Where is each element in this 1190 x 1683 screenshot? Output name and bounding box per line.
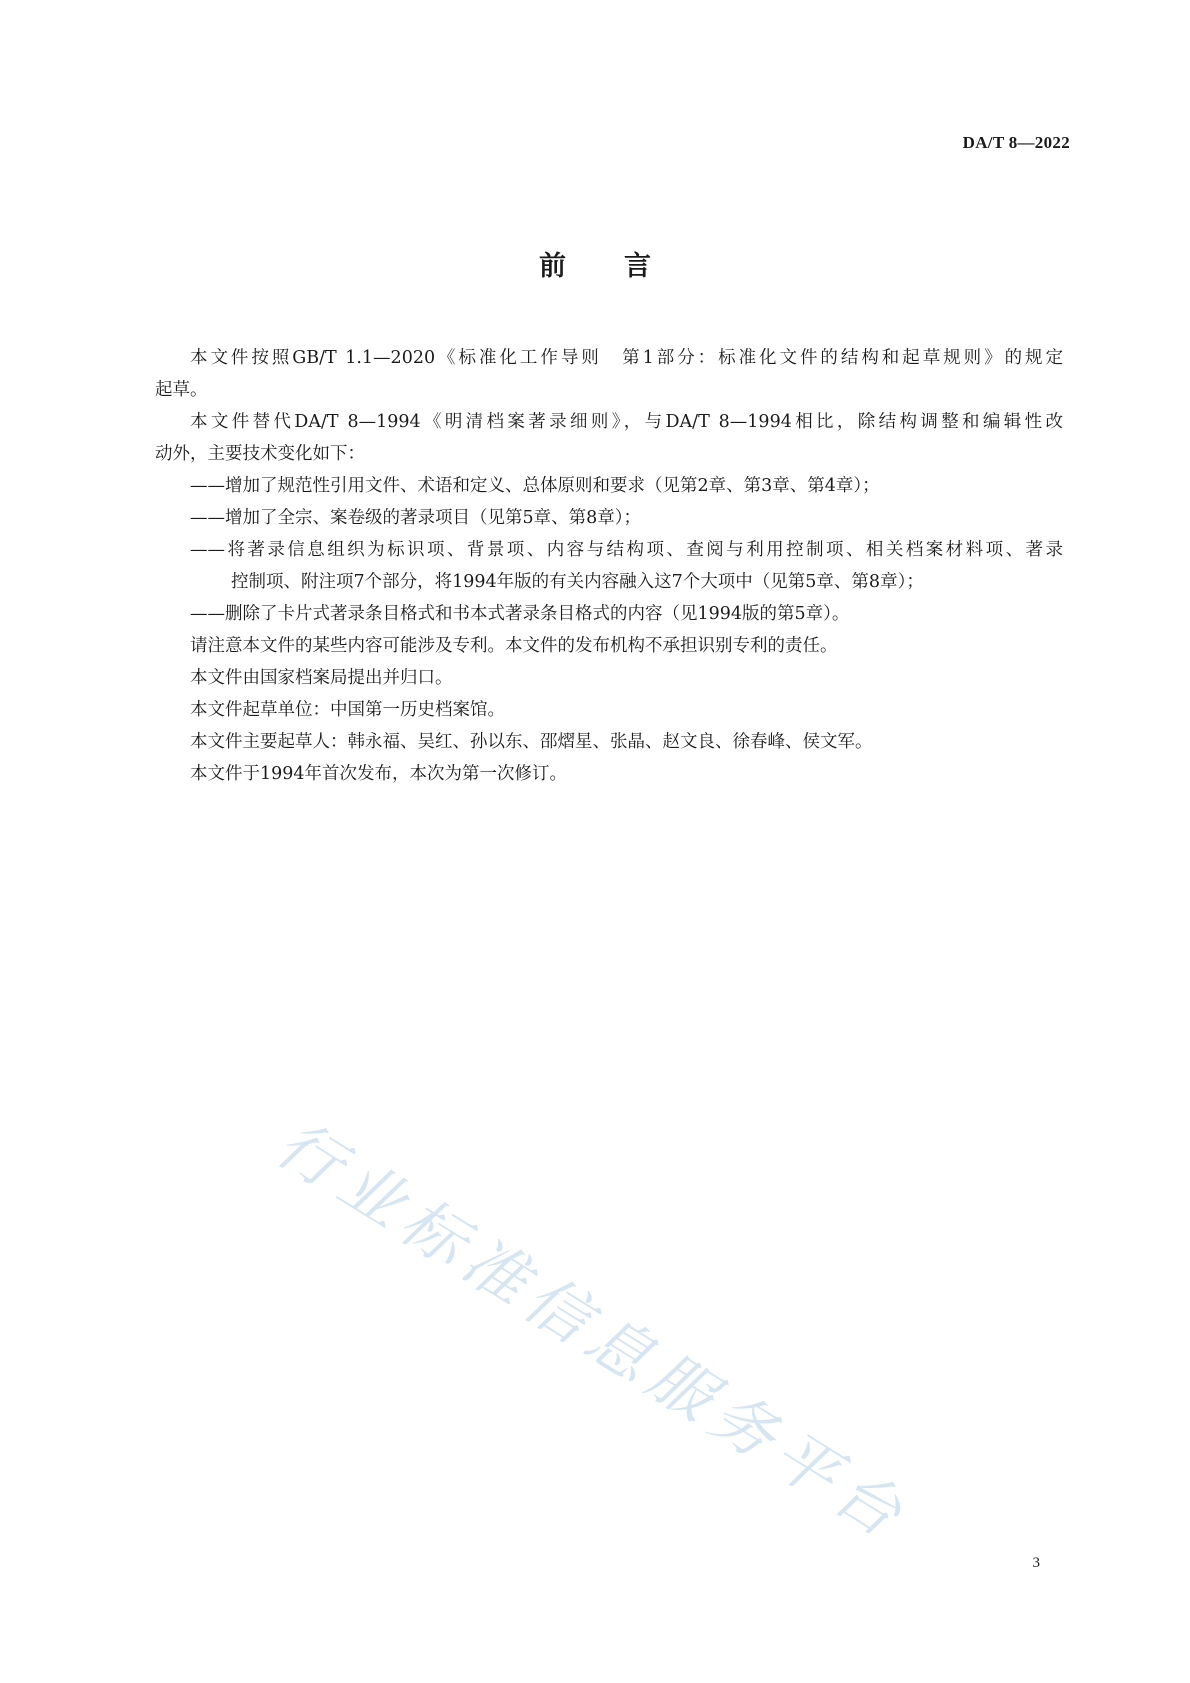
document-code: DA/T 8—2022 [962,133,1070,152]
paragraph-standard-basis-line1: 本文件按照GB/T 1.1—2020《标准化工作导则 第1部分：标准化文件的结构和起草规则》的规定 [190,348,1063,368]
change-item-2: ——增加了全宗、案卷级的著录项目（见第5章、第8章）； [190,508,642,528]
paragraph-patent-notice: 请注意本文件的某些内容可能涉及专利。本文件的发布机构不承担识别专利的责任。 [190,636,838,656]
paragraph-drafters: 本文件主要起草人：韩永福、吴红、孙以东、邵熠星、张晶、赵文良、徐春峰、侯文军。 [190,732,873,752]
paragraph-drafting-unit: 本文件起草单位：中国第一历史档案馆。 [190,700,505,720]
paragraph-revision-history: 本文件于1994年首次发布，本次为第一次修订。 [190,764,568,784]
page-number: 3 [1032,1555,1040,1571]
paragraph-proposer: 本文件由国家档案局提出并归口。 [190,668,453,688]
page-title [0,244,1190,283]
paragraph-standard-basis-line2: 起草。 [155,380,208,400]
foreword-body [155,342,1063,790]
paragraph-replaces-line1: 本文件替代DA/T 8—1994《明清档案著录细则》，与DA/T 8—1994相比，除结构调整和编辑性改 [190,412,1063,432]
title-char-2: 言 [624,251,651,282]
change-item-3-line1: ——将著录信息组织为标识项、背景项、内容与结构项、查阅与利用控制项、相关档案材料项、著录 [190,540,1063,560]
change-item-3-line2: 控制项、附注项7个部分，将1994年版的有关内容融入这7个大项中（见第5章、第8章）； [231,572,924,592]
title-char-1: 前 [539,251,566,282]
change-item-1: ——增加了规范性引用文件、术语和定义、总体原则和要求（见第2章、第3章、第4章）； [190,476,880,496]
paragraph-replaces-line2: 动外，主要技术变化如下： [155,444,365,464]
watermark-text: 行业标准信息服务平台 [263,1106,922,1556]
change-item-4: ——删除了卡片式著录条目格式和书本式著录条目格式的内容（见1994版的第5章）。 [190,604,850,624]
